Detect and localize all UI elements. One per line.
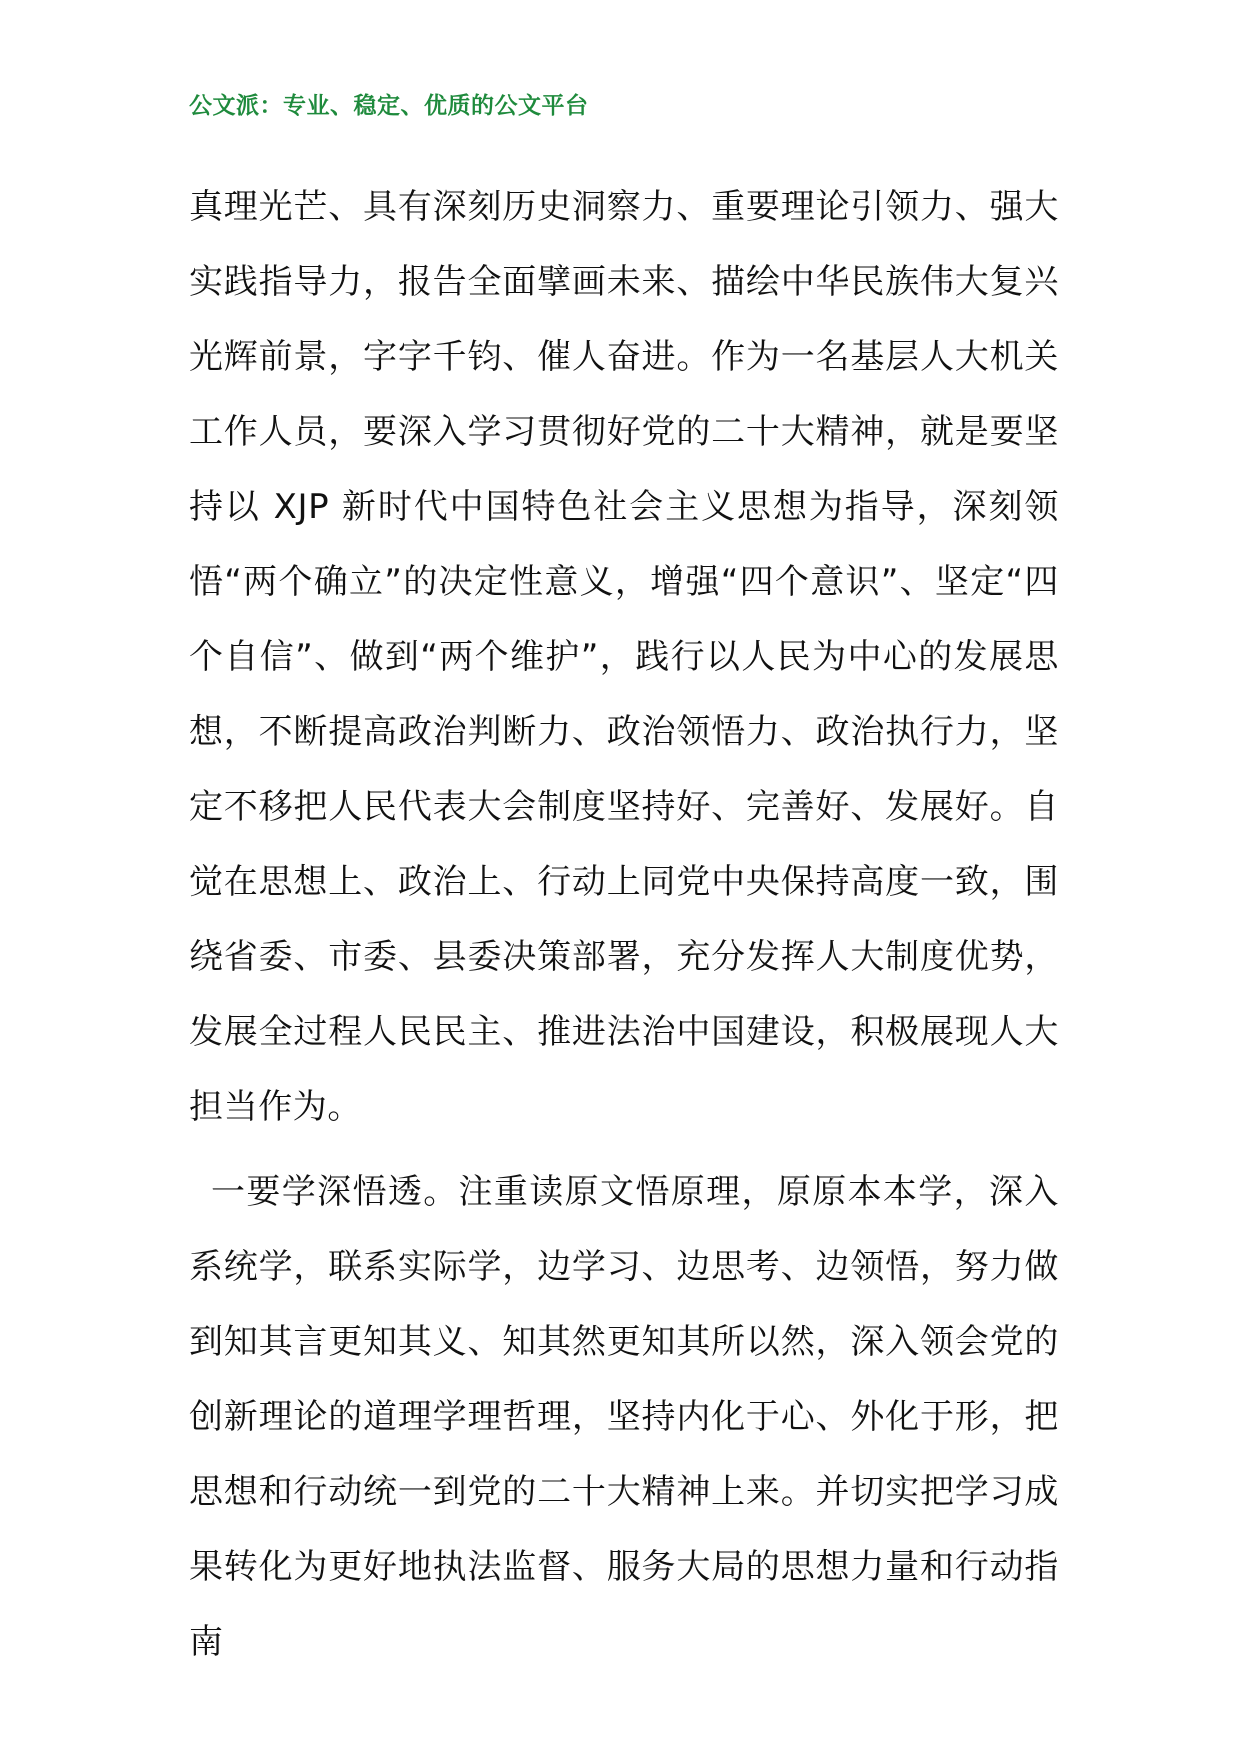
paragraph-2: 一要学深悟透。注重读原文悟原理，原原本本学，深入系统学，联系实际学，边学习、边思考、边领悟，努力做到知其言更知其义、知其然更知其所以然，深入领会党的创新理论的道理学理哲理，坚持内化于心、外化于形，把思想和行动统一到党的二十大精神上来。并切实把学习成果转化为更好地执法监督、服务大局的思想力量和行动指南 <box>189 1172 1059 1662</box>
page-header: 公文派：专业、稳定、优质的公文平台 <box>189 93 589 119</box>
document-body <box>189 170 1059 1680</box>
paragraph-1: 真理光芒、具有深刻历史洞察力、重要理论引领力、强大实践指导力，报告全面擘画未来、描绘中华民族伟大复兴光辉前景，字字千钧、催人奋进。作为一名基层人大机关工作人员，要深入学习贯彻好党的二十大精神，就是要坚持以 XJP 新时代中国特色社会主义思想为指导，深刻领悟“两个确立”的决定性意义，增强“四个意识”、坚定“四个自信”、做到“两个维护”，践行以人民为中心的发展思想，不断提高政治判断力、政治领悟力、政治执行力，坚定不移把人民代表大会制度坚持好、完善好、发展好。自觉在思想上、政治上、行动上同党中央保持高度一致，围绕省委、市委、县委决策部署，充分发挥人大制度优势，发展全过程人民民主、推进法治中国建设，积极展现人大担当作为。 <box>189 187 1059 1127</box>
